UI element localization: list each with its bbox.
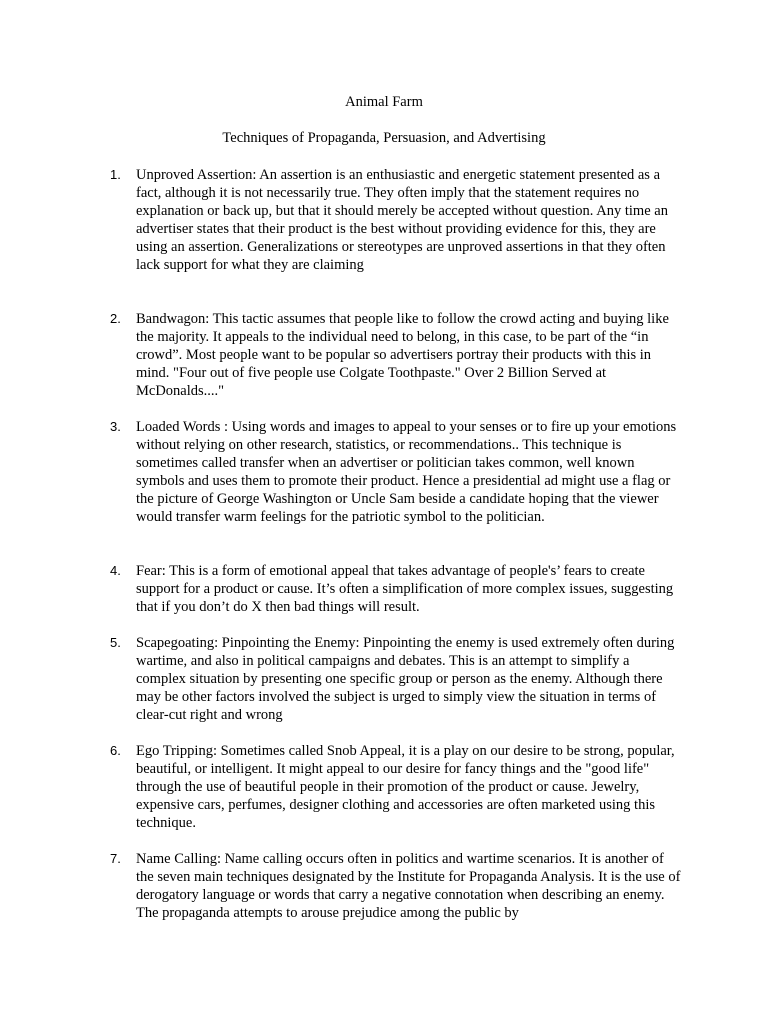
list-item-number: 4. <box>110 563 121 578</box>
list-item-text: Fear: This is a form of emotional appeal that takes advantage of people's’ fears to create support for a product or cause. It’s often a simplification of more complex issues, suggesting that if you don’t do X then bad things will result. <box>136 563 674 615</box>
list-item-text: Name Calling: Name calling occurs often in politics and wartime scenarios. It is another of the seven main techniques designated by the Institute for Propaganda Analysis. It is the use of derogatory language or words that carry a negative connotation when describing an enemy. The propaganda attempts to arouse prejudice among the public by <box>136 851 681 921</box>
list-item-number: 7. <box>110 851 121 866</box>
list-item-number: 2. <box>110 311 121 326</box>
document-subtitle: Techniques of Propaganda, Persuasion, and Advertising <box>222 130 546 146</box>
list-item-text: Unproved Assertion: An assertion is an enthusiastic and energetic statement presented as a fact, although it is not necessarily true. They often imply that the statement requires no explanation or back up, but that it should merely be accepted without question. Any time an advertiser states that their product is the best without providing evidence for this, they are using an assertion. Generalizations or stereotypes are unproved assertions in that they often lack support for what they are claiming <box>136 167 668 273</box>
list-item-number: 6. <box>110 743 121 758</box>
list-item-number: 5. <box>110 635 121 650</box>
list-item-number: 1. <box>110 167 121 182</box>
list-item-text: Scapegoating: Pinpointing the Enemy: Pinpointing the enemy is used extremely often during wartime, and also in political campaigns and debates. This is an attempt to simplify a complex situation by presenting one specific group or person as the enemy. Although there may be other factors involved the subject is urged to simply view the situation in terms of clear-cut right and wrong <box>136 635 675 723</box>
list-item-text: Loaded Words : Using words and images to appeal to your senses or to fire up your emotions without relying on other research, statistics, or recommendations.. This technique is sometimes called transfer when an advertiser or politician takes common, well known symbols and uses them to promote their product. Hence a presidential ad might use a flag or the picture of George Washington or Uncle Sam beside a candidate hoping that the viewer would transfer warm feelings for the patriotic symbol to the politician. <box>136 419 677 525</box>
document-title: Animal Farm <box>345 94 423 110</box>
list-item-number: 3. <box>110 419 121 434</box>
list-item-text: Bandwagon: This tactic assumes that people like to follow the crowd acting and buying like the majority. It appeals to the individual need to belong, in this case, to be part of the “in crowd”. Most people want to be popular so advertisers portray their products with this in mind. "Four out of five people use Colgate Toothpaste." Over 2 Billion Served at McDonalds...." <box>136 311 669 399</box>
list-item-text: Ego Tripping: Sometimes called Snob Appeal, it is a play on our desire to be strong, popular, beautiful, or intelligent. It might appeal to our desire for fancy things and the "good life" through the use of beautiful people in their promotion of the product or cause. Jewelry, expensive cars, perfumes, designer clothing and accessories are often marketed using this technique. <box>136 743 675 831</box>
